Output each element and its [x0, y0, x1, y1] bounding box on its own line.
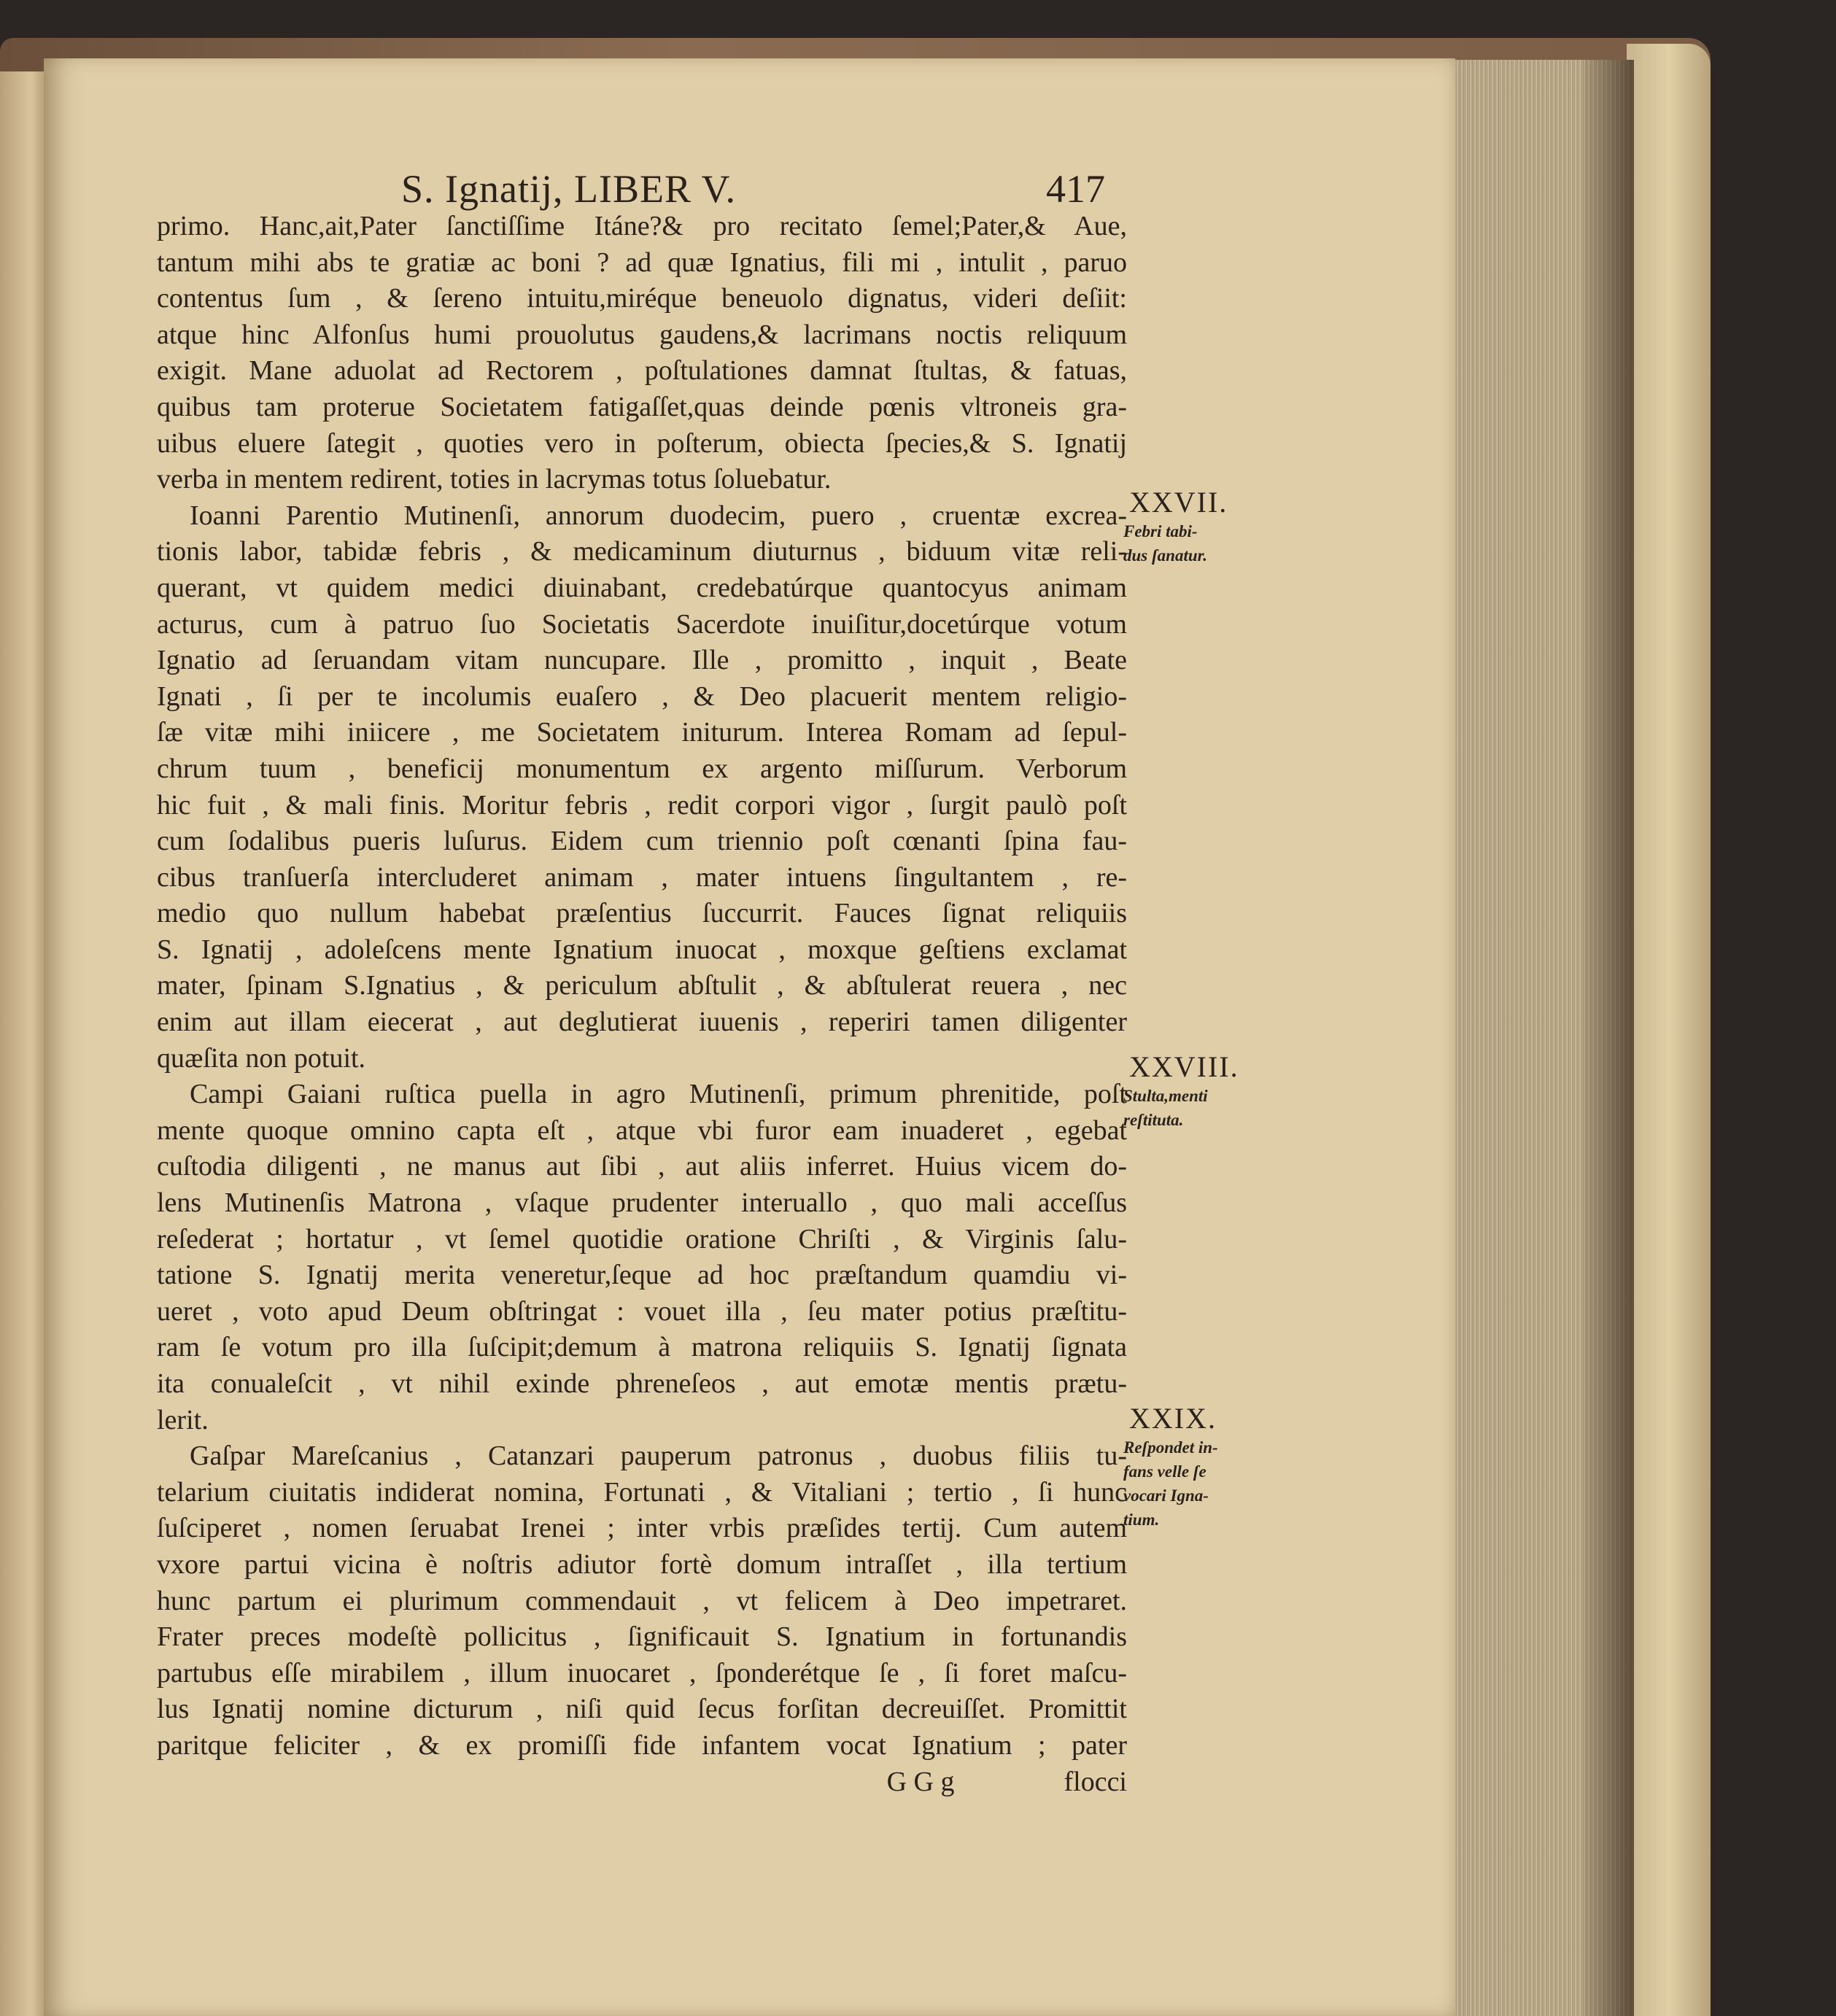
marginal-note-line: dus ſanatur. [1123, 546, 1208, 565]
text-line: mente quoque omnino capta eſt , atque vbi furor eam inuaderet , egebat [157, 1114, 1127, 1146]
text-line: exigit. Mane aduolat ad Rectorem , poſtulationes damnat ſtultas, & fatuas, [157, 355, 1127, 387]
section-numeral: XXIX. [1129, 1402, 1217, 1435]
cover-edge [1627, 44, 1711, 2016]
text-line: quibus tam proterue Societatem fatigaſſet,quas deinde pœnis vltroneis gra- [157, 391, 1127, 422]
text-line: enim aut illam eiecerat , aut deglutierat iuuenis , reperiri tamen diligenter [157, 1007, 1127, 1038]
text-line: atque hinc Alfonſus humi prouolutus gaudens,& lacrimans noctis reliquum [157, 319, 1127, 350]
text-line: chrum tuum , beneficij monumentum ex argento miſſurum. Verborum [157, 753, 1127, 784]
marginal-note [1123, 486, 1284, 567]
body-text [157, 209, 1127, 1800]
text-line: ſuſciperet , nomen ſeruabat Irenei ; inter vrbis præſides tertij. Cum autem [157, 1513, 1127, 1544]
text-line: S. Ignatij , adoleſcens mente Ignatium inuocat , moxque geſtiens exclamat [157, 934, 1127, 965]
signature-mark: G G g [886, 1766, 955, 1797]
text-line: cum ſodalibus pueris luſurus. Eidem cum triennio poſt cœnanti ſpina fau- [157, 826, 1127, 857]
text-line: querant, vt quidem medici diuinabant, credebatúrque quantocyus animam [157, 572, 1127, 603]
text-line: lus Ignatij nomine dicturum , niſi quid ſecus forſitan decreuiſſet. Promittit [157, 1694, 1127, 1725]
marginal-note-line: Febri tabi- [1123, 522, 1198, 540]
text-line: ueret , voto apud Deum obſtringat : vouet illa , ſeu mater potius præſtitu- [157, 1295, 1127, 1327]
text-line: ſæ vitæ mihi iniicere , me Societatem initurum. Interea Romam ad ſepul- [157, 717, 1127, 748]
text-line: lerit. [157, 1404, 209, 1435]
text-line: ram ſe votum pro illa ſuſcipit;demum à matrona reliquiis S. Ignatij ſignata [157, 1332, 1127, 1363]
text-line: Frater preces modeſtè pollicitus , ſignificauit S. Ignatium in fortunandis [157, 1621, 1127, 1653]
catch-line [157, 1764, 1127, 1801]
text-line: tionis labor, tabidæ febris , & medicaminum diuturnus , biduum vitæ reli- [157, 536, 1127, 567]
text-line: tantum mihi abs te gratiæ ac boni ? ad quæ Ignatius, fili mi , intulit , paruo [157, 247, 1127, 278]
marginal-note [1123, 1402, 1284, 1532]
text-line: primo. Hanc,ait,Pater ſanctiſſime Itáne?& pro recitato ſemel;Pater,& Aue, [157, 211, 1127, 241]
text-line: vxore partui vicina è noſtris adiutor fortè domum intraſſet , illa tertium [157, 1548, 1127, 1580]
text-line: Ioanni Parentio Mutinenſi, annorum duodecim, puero , cruentæ excrea- [190, 500, 1127, 531]
text-line: acturus, cum à patruo ſuo Societatis Sacerdote inuiſitur,docetúrque votum [157, 608, 1127, 640]
text-line: uibus eluere ſategit , quoties vero in poſterum, obiecta ſpecies,& S. Ignatij [157, 427, 1127, 459]
marginal-note-line: Stulta,menti [1123, 1087, 1208, 1105]
marginal-note [1123, 1050, 1284, 1132]
text-line: lens Mutinenſis Matrona , vſaque prudenter interuallo , quo mali acceſſus [157, 1187, 1127, 1219]
text-line: verba in mentem redirent, toties in lacrymas totus ſoluebatur. [157, 464, 832, 495]
page-edge-shadow [1583, 60, 1634, 2016]
section-numeral: XXVII. [1129, 486, 1228, 519]
text-line: telarium ciuitatis indiderat nomina, Fortunati , & Vitaliani ; tertio , ſi hunc [157, 1476, 1127, 1508]
text-line: mater, ſpinam S.Ignatius , & periculum abſtulit , & abſtulerat reuera , nec [157, 970, 1127, 1001]
text-line: Ignatio ad ſeruandam vitam nuncupare. Ille , promitto , inquit , Beate [157, 645, 1127, 676]
marginal-note-line: vocari Igna- [1123, 1486, 1209, 1505]
catchword: flocci [1064, 1766, 1127, 1797]
running-title: S. Ignatij, LIBER V. [401, 167, 737, 211]
text-line: tatione S. Ignatij merita veneretur,ſeque ad hoc præſtandum quamdiu vi- [157, 1260, 1127, 1291]
text-line: medio quo nullum habebat præſentius ſuccurrit. Fauces ſignat reliquiis [157, 898, 1127, 929]
text-line: quæſita non potuit. [157, 1042, 366, 1074]
text-line: paritque feliciter , & ex promiſſi fide infantem vocat Ignatium ; pater [157, 1729, 1127, 1761]
text-line: Ignati , ſi per te incolumis euaſero , & Deo placuerit mentem religio- [157, 681, 1127, 712]
marginal-note-line: reſtituta. [1123, 1111, 1184, 1129]
text-line: Campi Gaiani ruſtica puella in agro Mutinenſi, primum phrenitide, poſt [190, 1079, 1127, 1110]
text-line: cibus tranſuerſa intercluderet animam , mater intuens ſingultantem , re- [157, 861, 1127, 893]
text-line: hunc partum ei plurimum commendauit , vt felicem à Deo impetraret. [157, 1585, 1127, 1616]
text-line: contentus ſum , & ſereno intuitu,miréque beneuolo dignatus, videri deſiit: [157, 283, 1127, 314]
text-line: ita conualeſcit , vt nihil exinde phreneſeos , aut emotæ mentis prætu- [157, 1368, 1127, 1399]
text-line: cuſtodia diligenti , ne manus aut ſibi , aut aliis inferret. Huius vicem do- [157, 1151, 1127, 1182]
page-number: 417 [1046, 167, 1105, 211]
marginal-note-line: Reſpondet in- [1123, 1438, 1218, 1457]
marginal-note-line: tium. [1123, 1511, 1160, 1529]
marginal-note-line: fans velle ſe [1123, 1462, 1206, 1481]
text-line: Gaſpar Mareſcanius , Catanzari pauperum patronus , duobus filiis tu- [190, 1441, 1127, 1472]
text-line: reſederat ; hortatur , vt ſemel quotidie oratione Chriſti , & Virginis ſalu- [157, 1223, 1127, 1255]
text-line: hic fuit , & mali finis. Moritur febris , redit corpori vigor , ſurgit paulò poſt [157, 789, 1127, 821]
section-numeral: XXVIII. [1129, 1050, 1239, 1083]
text-line: partubus eſſe mirabilem , illum inuocaret , ſponderétque ſe , ſi foret maſcu- [157, 1657, 1127, 1689]
